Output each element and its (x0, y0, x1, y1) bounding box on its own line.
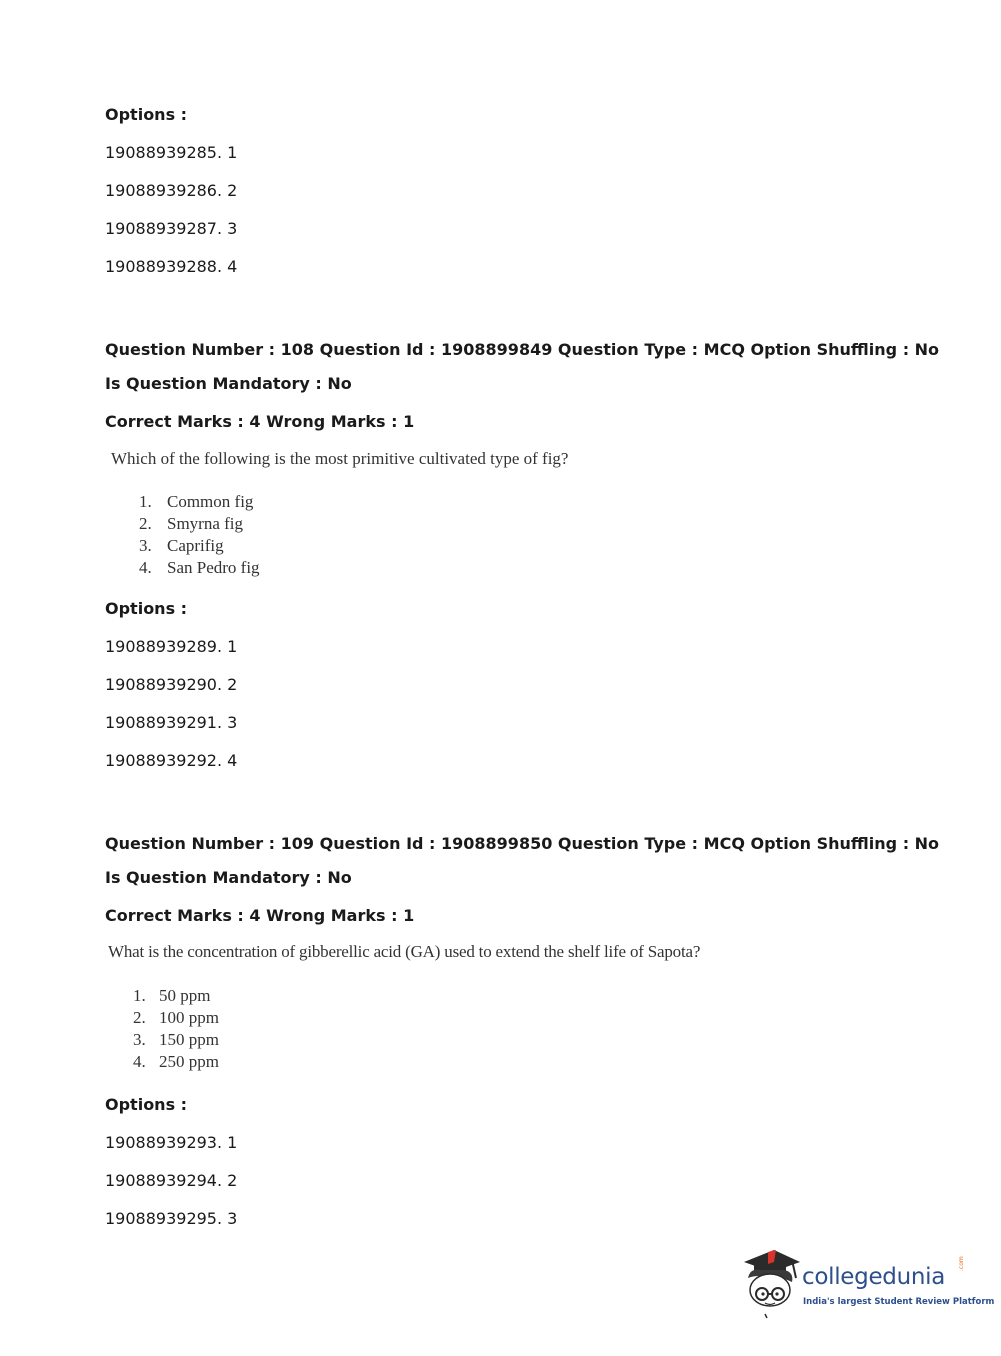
choice-number: 2. (133, 1008, 146, 1027)
choice-number: 4. (133, 1052, 146, 1071)
mascot-icon (740, 1248, 802, 1320)
choice-item (133, 1051, 219, 1073)
option-item: 19088939293. 1 (105, 1133, 238, 1152)
options-label: Options : (105, 105, 188, 124)
question-text: What is the concentration of gibberellic acid (GA) used to extend the shelf life of Sapota? (108, 942, 701, 961)
options-label: Options : (105, 599, 188, 618)
choice-number: 3. (133, 1030, 146, 1049)
option-item: 19088939287. 3 (105, 219, 238, 238)
option-item: 19088939290. 2 (105, 675, 238, 694)
choice-number: 4. (139, 558, 152, 577)
choice-item (133, 1029, 219, 1051)
question-text: Which of the following is the most primitive cultivated type of fig? (111, 449, 569, 468)
options-label: Options : (105, 1095, 188, 1114)
option-item: 19088939288. 4 (105, 257, 238, 276)
option-item: 19088939285. 1 (105, 143, 238, 162)
question-mandatory: Is Question Mandatory : No (105, 374, 352, 393)
question-header: Question Number : 108 Question Id : 1908899849 Question Type : MCQ Option Shuffling : No (105, 340, 940, 359)
choice-text: 250 ppm (159, 1052, 219, 1071)
choice-list (139, 491, 260, 579)
choice-list (133, 985, 219, 1073)
choice-text: San Pedro fig (167, 558, 260, 577)
choice-number: 1. (133, 986, 146, 1005)
option-item: 19088939291. 3 (105, 713, 238, 732)
question-marks: Correct Marks : 4 Wrong Marks : 1 (105, 412, 415, 431)
choice-text: Smyrna fig (167, 514, 244, 533)
choice-item (139, 513, 260, 535)
option-item: 19088939289. 1 (105, 637, 238, 656)
choice-item (133, 1007, 219, 1029)
collegedunia-logo (740, 1248, 995, 1320)
option-item: 19088939292. 4 (105, 751, 238, 770)
choice-number: 1. (139, 492, 152, 511)
logo-tagline: India's largest Student Review Platform (803, 1297, 995, 1307)
choice-item (139, 535, 260, 557)
logo-com: .com (958, 1256, 965, 1271)
option-item: 19088939286. 2 (105, 181, 238, 200)
question-mandatory: Is Question Mandatory : No (105, 868, 352, 887)
choice-text: 50 ppm (159, 986, 211, 1005)
choice-text: 100 ppm (159, 1008, 219, 1027)
question-header: Question Number : 109 Question Id : 1908899850 Question Type : MCQ Option Shuffling : No (105, 834, 940, 853)
logo-wordmark: collegedunia (802, 1264, 946, 1290)
choice-number: 2. (139, 514, 152, 533)
choice-item (139, 557, 260, 579)
choice-item (133, 985, 219, 1007)
choice-text: 150 ppm (159, 1030, 219, 1049)
choice-text: Caprifig (167, 536, 224, 555)
question-marks: Correct Marks : 4 Wrong Marks : 1 (105, 906, 415, 925)
choice-number: 3. (139, 536, 152, 555)
choice-item (139, 491, 260, 513)
choice-text: Common fig (167, 492, 254, 511)
option-item: 19088939295. 3 (105, 1209, 238, 1228)
option-item: 19088939294. 2 (105, 1171, 238, 1190)
